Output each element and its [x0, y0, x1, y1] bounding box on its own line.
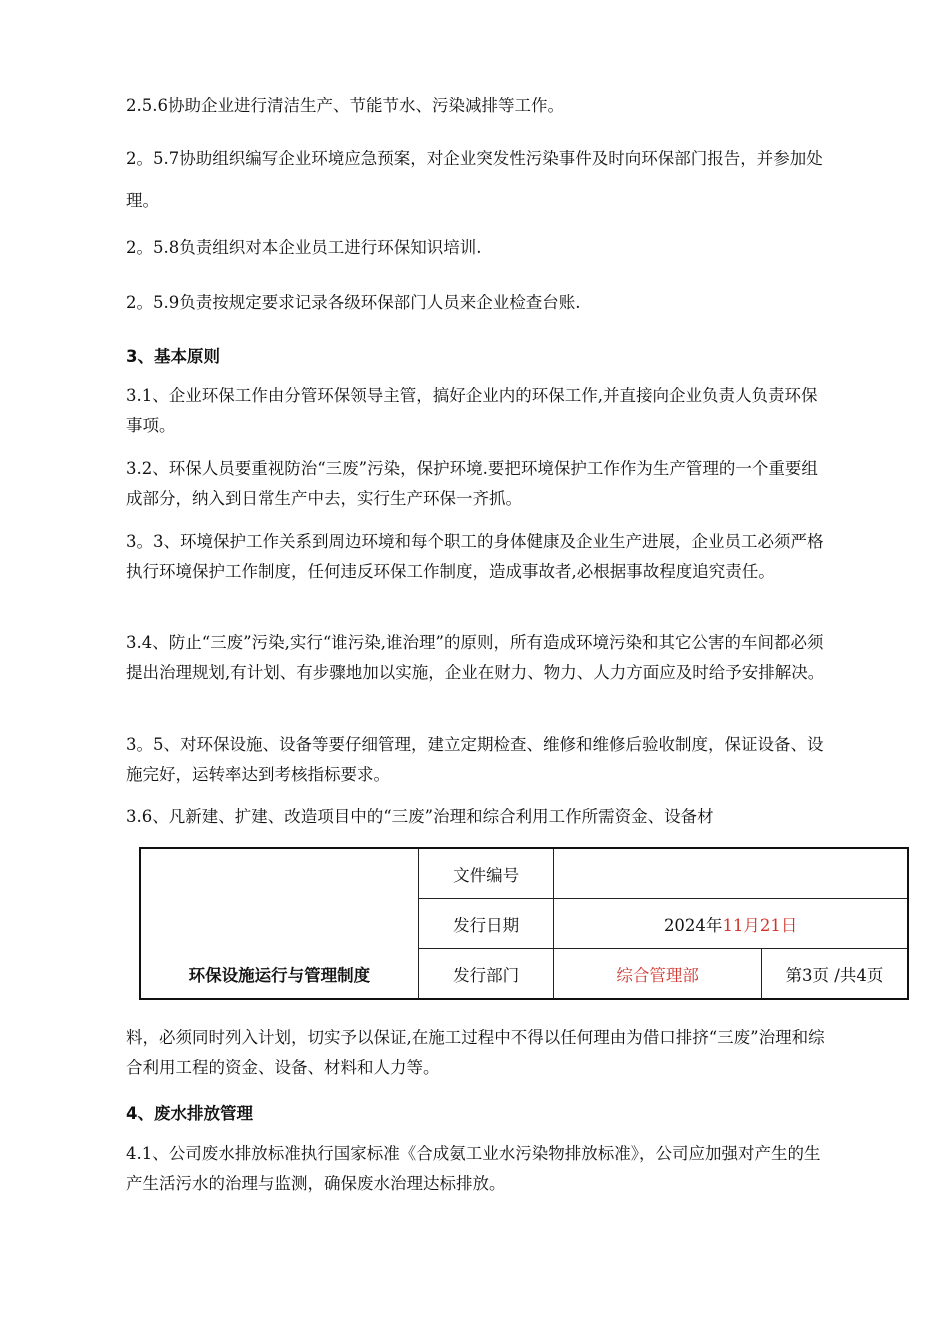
paragraph-2-5-8: 2。5.8负责组织对本企业员工进行环保知识培训.: [126, 238, 482, 257]
file-number-label: 文件编号: [418, 848, 554, 899]
issuing-department-value: 综合管理部: [554, 949, 761, 1000]
paragraph-3-4: 3.4、防止“三废”污染,实行“谁污染,谁治理”的原则，所有造成环境污染和其它公害的车间都必须提出治理规划,有计划、有步骤地加以实施，企业在财力、物力、人力方面应及时给予安排解决。: [126, 633, 825, 682]
paragraph-3-6-continued: 料，必须同时列入计划，切实予以保证,在施工过程中不得以任何理由为借口排挤“三废”治理和综合利用工程的资金、设备、材料和人力等。: [126, 1028, 825, 1077]
section-3-heading: 3、基本原则: [126, 347, 220, 366]
document-info-table: [139, 847, 909, 1000]
file-number-value: [554, 848, 908, 899]
issue-date-label: 发行日期: [418, 899, 554, 949]
page-info: 第3页 /共4页: [761, 949, 908, 1000]
issue-date-value: [554, 899, 908, 949]
paragraph-3-5: 3。5、对环保设施、设备等要仔细管理，建立定期检查、维修和维修后验收制度，保证设备、设施完好，运转率达到考核指标要求。: [126, 735, 824, 784]
paragraph-3-6: 3.6、凡新建、扩建、改造项目中的“三废”治理和综合利用工作所需资金、设备材: [126, 807, 714, 826]
paragraph-2-5-7: 2。5.7协助组织编写企业环境应急预案，对企业突发性污染事件及时向环保部门报告，并参加处理。: [126, 149, 823, 210]
section-4-heading: 4、废水排放管理: [126, 1104, 253, 1123]
issue-date-year: 2024年: [663, 915, 723, 935]
paragraph-4-1: 4.1、公司废水排放标准执行国家标准《合成氨工业水污染物排放标准》，公司应加强对产生的生产生活污水的治理与监测，确保废水治理达标排放。: [126, 1144, 821, 1193]
issue-date-month-day: 11月21日: [722, 915, 798, 935]
paragraph-2-5-6: 2.5.6协助企业进行清洁生产、节能节水、污染减排等工作。: [126, 96, 564, 115]
paragraph-3-2: 3.2、环保人员要重视防治“三废”污染，保护环境.要把环境保护工作作为生产管理的一个重要组成部分，纳入到日常生产中去，实行生产环保一齐抓。: [126, 459, 818, 508]
issuing-department-label: 发行部门: [418, 949, 554, 1000]
paragraph-3-1: 3.1、企业环保工作由分管环保领导主管，搞好企业内的环保工作,并直接向企业负责人负责环保事项。: [126, 386, 818, 435]
paragraph-3-3: 3。3、环境保护工作关系到周边环境和每个职工的身体健康及企业生产进展，企业员工必须严格执行环境保护工作制度，任何违反环保工作制度，造成事故者,必根据事故程度追究责任。: [126, 532, 824, 581]
document-title: 环保设施运行与管理制度: [140, 848, 418, 999]
paragraph-2-5-9: 2。5.9负责按规定要求记录各级环保部门人员来企业检查台账.: [126, 293, 581, 312]
